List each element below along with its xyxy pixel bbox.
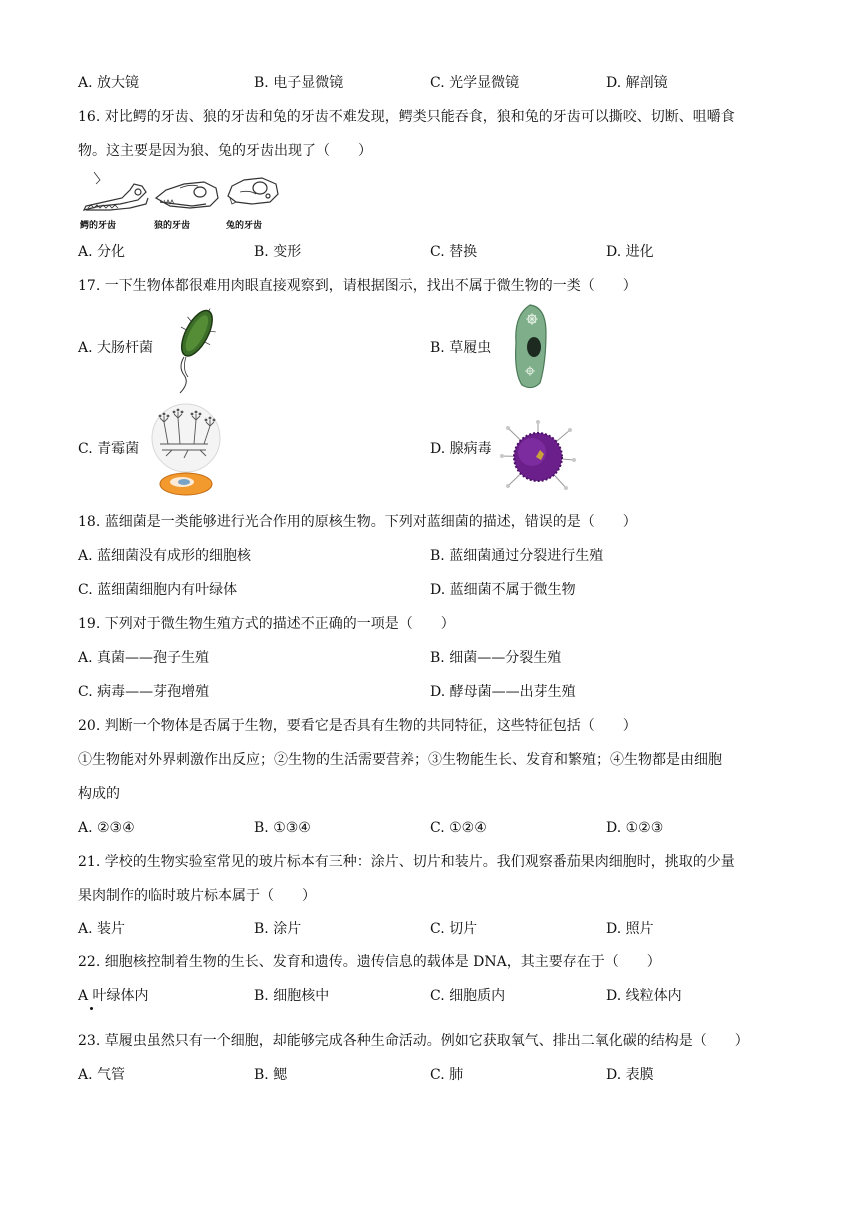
caption-rabbit: 兔的牙齿 [226, 221, 263, 231]
q18-options-row2 [78, 580, 798, 600]
q16-options [78, 242, 798, 262]
q21-options [78, 919, 798, 939]
q23-stem: 23. 草履虫虽然只有一个细胞，却能够完成各种生命活动。例如它获取氧气、排出二氧化碳的结构是（ ） [78, 1033, 749, 1049]
q15-options [78, 73, 798, 93]
q15-option-b: B. 电子显微镜 [254, 75, 344, 91]
q23-option-a: A. 气管 [78, 1067, 126, 1083]
caption-crocodile: 鳄的牙齿 [80, 221, 117, 231]
q15-option-d: D. 解剖镜 [606, 75, 668, 91]
q21-stem-line1: 21. 学校的生物实验室常见的玻片标本有三种：涂片、切片和装片。我们观察番茄果肉细胞时，挑取的少量 [78, 854, 735, 870]
teeth-skulls-figure [80, 170, 280, 232]
wolf-skull-icon [156, 182, 218, 208]
caption-wolf: 狼的牙齿 [154, 221, 191, 231]
q20-line3: 构成的 [78, 786, 120, 802]
q22-option-b: B. 细胞核中 [254, 988, 330, 1004]
q21-option-a: A. 装片 [78, 921, 126, 937]
q19-option-d: D. 酵母菌——出芽生殖 [430, 684, 576, 700]
q16-option-a: A. 分化 [78, 244, 126, 260]
q16-option-d: D. 进化 [606, 244, 654, 260]
q18-options-row1 [78, 546, 798, 566]
q16-stem-line1: 16. 对比鳄的牙齿、狼的牙齿和兔的牙齿不难发现，鳄类只能吞食，狼和兔的牙齿可以撕咬、切断、咀嚼食 [78, 109, 735, 125]
q16-option-b: B. 变形 [254, 244, 302, 260]
q20-options [78, 818, 798, 838]
q22-options [78, 986, 798, 1006]
penicillium-figure [148, 402, 224, 498]
q20-option-a: A. ②③④ [78, 820, 135, 836]
paramecium-figure [510, 303, 550, 391]
q19-options-row1 [78, 648, 798, 668]
q17-option-d: D. 腺病毒 [430, 441, 492, 457]
q18-option-d: D. 蓝细菌不属于微生物 [430, 582, 576, 598]
adenovirus-figure [500, 420, 576, 494]
q22-stem: 22. 细胞核控制着生物的生长、发育和遗传。遗传信息的载体是 DNA，其主要存在于（ ） [78, 954, 661, 970]
q22-option-a: A 叶绿体内 [78, 988, 149, 1004]
crocodile-skull-icon [84, 172, 148, 210]
q21-option-c: C. 切片 [430, 921, 478, 937]
q22-option-d: D. 线粒体内 [606, 988, 682, 1004]
q19-stem: 19. 下列对于微生物生殖方式的描述不正确的一项是（ ） [78, 616, 455, 632]
q18-option-c: C. 蓝细菌细胞内有叶绿体 [78, 582, 238, 598]
penicillium-icon [148, 402, 224, 498]
q23-option-d: D. 表膜 [606, 1067, 654, 1083]
q23-options [78, 1065, 798, 1085]
q17-stem: 17. 一下生物体都很难用肉眼直接观察到，请根据图示，找出不属于微生物的一类（ ） [78, 278, 637, 294]
q19-option-c: C. 病毒——芽孢增殖 [78, 684, 210, 700]
q20-option-d: D. ①②③ [606, 820, 664, 836]
q21-option-d: D. 照片 [606, 921, 654, 937]
e-coli-figure [166, 305, 226, 395]
q17-option-a: A. 大肠杆菌 [78, 340, 154, 356]
q23-option-c: C. 肺 [430, 1067, 464, 1083]
q20-option-b: B. ①③④ [254, 820, 311, 836]
q16-option-c: C. 替换 [430, 244, 478, 260]
e-coli-icon [166, 305, 226, 395]
q15-option-c: C. 光学显微镜 [430, 75, 520, 91]
q17-option-c: C. 青霉菌 [78, 441, 140, 457]
q19-option-b: B. 细菌——分裂生殖 [430, 650, 562, 666]
rabbit-skull-icon [228, 178, 278, 204]
q22-option-c: C. 细胞质内 [430, 988, 506, 1004]
q18-option-a: A. 蓝细菌没有成形的细胞核 [78, 548, 252, 564]
q19-options-row2 [78, 682, 798, 702]
q20-stem: 20. 判断一个物体是否属于生物，要看它是否具有生物的共同特征，这些特征包括（ ） [78, 718, 637, 734]
q21-stem-line2: 果肉制作的临时玻片标本属于（ ） [78, 888, 316, 904]
q23-option-b: B. 鳃 [254, 1067, 288, 1083]
stray-dot [90, 1007, 93, 1010]
q15-option-a: A. 放大镜 [78, 75, 140, 91]
q21-option-b: B. 涂片 [254, 921, 302, 937]
orange-fruit-icon [160, 473, 212, 495]
q18-stem: 18. 蓝细菌是一类能够进行光合作用的原核生物。下列对蓝细菌的描述，错误的是（ ） [78, 514, 637, 530]
q18-option-b: B. 蓝细菌通过分裂进行生殖 [430, 548, 604, 564]
q20-line2: ①生物能对外界刺激作出反应；②生物的生活需要营养；③生物能生长、发育和繁殖；④生物都是由细胞 [78, 752, 722, 768]
adenovirus-icon [500, 420, 576, 494]
paramecium-icon [510, 303, 550, 391]
q16-stem-line2: 物。这主要是因为狼、兔的牙齿出现了（ ） [78, 143, 372, 159]
q19-option-a: A. 真菌——孢子生殖 [78, 650, 210, 666]
q17-option-b: B. 草履虫 [430, 340, 492, 356]
q20-option-c: C. ①②④ [430, 820, 487, 836]
